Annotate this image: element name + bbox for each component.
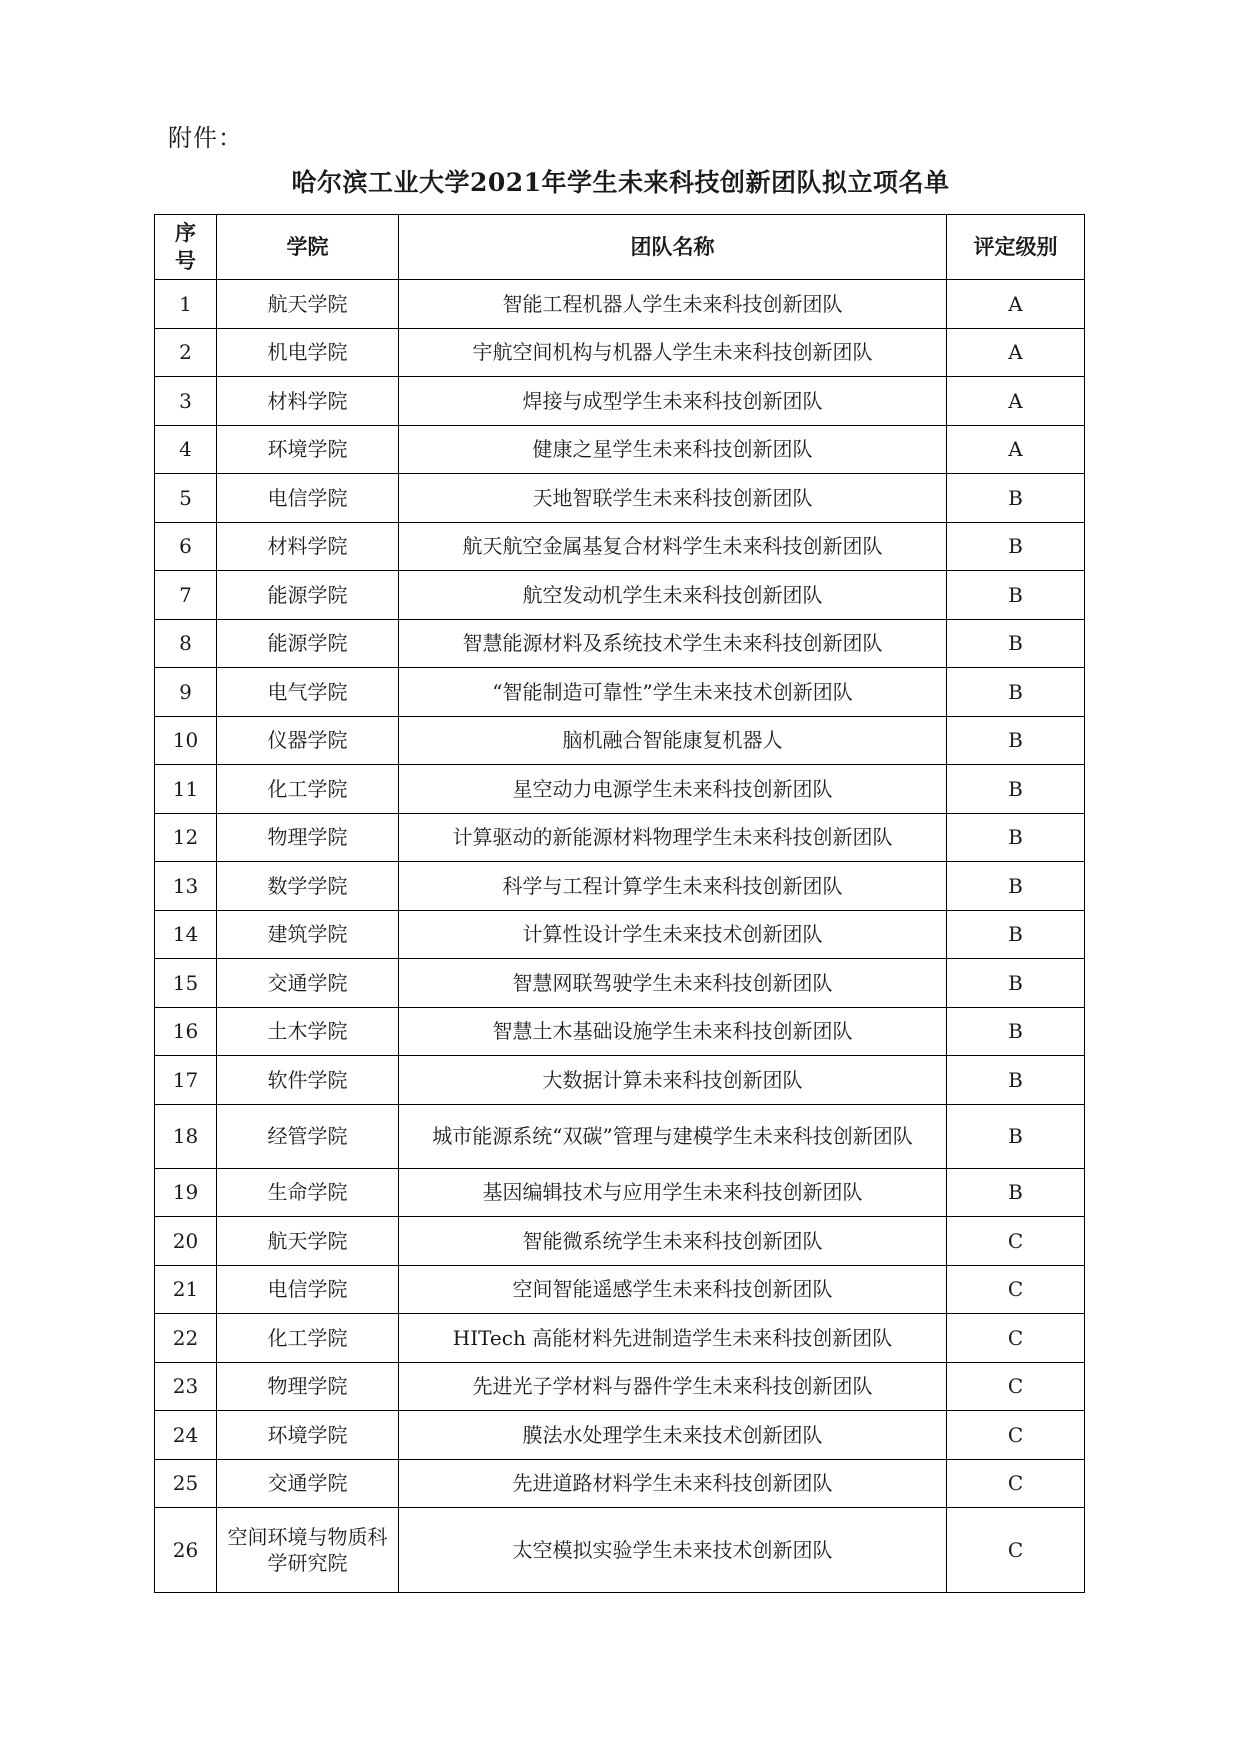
cell-team: 先进光子学材料与器件学生未来科技创新团队 <box>399 1362 947 1411</box>
cell-team: 城市能源系统“双碳”管理与建模学生未来科技创新团队 <box>399 1104 947 1168</box>
cell-college: 能源学院 <box>217 619 399 668</box>
cell-college: 电信学院 <box>217 474 399 523</box>
table-row <box>155 1508 1085 1593</box>
cell-no: 10 <box>155 716 217 765</box>
table-row <box>155 1314 1085 1363</box>
header-college: 学院 <box>217 215 399 280</box>
cell-no: 11 <box>155 765 217 814</box>
cell-grade: B <box>947 1168 1085 1217</box>
table-row <box>155 280 1085 329</box>
table-row <box>155 1007 1085 1056</box>
cell-college: 环境学院 <box>217 425 399 474</box>
cell-grade: B <box>947 522 1085 571</box>
cell-college: 航天学院 <box>217 1217 399 1266</box>
table-row <box>155 1265 1085 1314</box>
cell-team: 星空动力电源学生未来科技创新团队 <box>399 765 947 814</box>
cell-team: 先进道路材料学生未来科技创新团队 <box>399 1459 947 1508</box>
cell-no: 25 <box>155 1459 217 1508</box>
cell-grade: C <box>947 1459 1085 1508</box>
table-row <box>155 425 1085 474</box>
cell-no: 16 <box>155 1007 217 1056</box>
cell-grade: C <box>947 1411 1085 1460</box>
table-row <box>155 1411 1085 1460</box>
cell-grade: B <box>947 765 1085 814</box>
cell-college: 机电学院 <box>217 328 399 377</box>
header-grade: 评定级别 <box>947 215 1085 280</box>
cell-college: 电气学院 <box>217 668 399 717</box>
table-row <box>155 959 1085 1008</box>
cell-college: 数学学院 <box>217 862 399 911</box>
cell-grade: A <box>947 280 1085 329</box>
cell-college: 建筑学院 <box>217 910 399 959</box>
cell-grade: B <box>947 1104 1085 1168</box>
cell-team: “智能制造可靠性”学生未来技术创新团队 <box>399 668 947 717</box>
table-body <box>155 280 1085 1593</box>
cell-no: 9 <box>155 668 217 717</box>
cell-college: 软件学院 <box>217 1056 399 1105</box>
table-row <box>155 328 1085 377</box>
cell-college: 能源学院 <box>217 571 399 620</box>
cell-college: 航天学院 <box>217 280 399 329</box>
document-title: 哈尔滨工业大学2021年学生未来科技创新团队拟立项名单 <box>291 168 950 197</box>
cell-college: 仪器学院 <box>217 716 399 765</box>
cell-grade: A <box>947 377 1085 426</box>
table-row <box>155 1168 1085 1217</box>
cell-team: 航空发动机学生未来科技创新团队 <box>399 571 947 620</box>
cell-no: 2 <box>155 328 217 377</box>
table-row <box>155 1217 1085 1266</box>
cell-grade: B <box>947 474 1085 523</box>
cell-team: 智能微系统学生未来科技创新团队 <box>399 1217 947 1266</box>
cell-team: 膜法水处理学生未来技术创新团队 <box>399 1411 947 1460</box>
cell-team: 宇航空间机构与机器人学生未来科技创新团队 <box>399 328 947 377</box>
table-row <box>155 862 1085 911</box>
cell-team: 智慧网联驾驶学生未来科技创新团队 <box>399 959 947 1008</box>
table-row <box>155 910 1085 959</box>
cell-no: 14 <box>155 910 217 959</box>
cell-college: 交通学院 <box>217 959 399 1008</box>
cell-college: 环境学院 <box>217 1411 399 1460</box>
cell-team: 太空模拟实验学生未来技术创新团队 <box>399 1508 947 1593</box>
cell-college: 生命学院 <box>217 1168 399 1217</box>
cell-no: 4 <box>155 425 217 474</box>
cell-college: 材料学院 <box>217 377 399 426</box>
table-row <box>155 1362 1085 1411</box>
cell-grade: C <box>947 1217 1085 1266</box>
cell-team: 智慧能源材料及系统技术学生未来科技创新团队 <box>399 619 947 668</box>
cell-no: 8 <box>155 619 217 668</box>
cell-no: 3 <box>155 377 217 426</box>
cell-team: 航天航空金属基复合材料学生未来科技创新团队 <box>399 522 947 571</box>
cell-no: 5 <box>155 474 217 523</box>
cell-team: 计算驱动的新能源材料物理学生未来科技创新团队 <box>399 813 947 862</box>
cell-no: 26 <box>155 1508 217 1593</box>
table-row <box>155 765 1085 814</box>
cell-no: 24 <box>155 1411 217 1460</box>
cell-no: 21 <box>155 1265 217 1314</box>
cell-team: 基因编辑技术与应用学生未来科技创新团队 <box>399 1168 947 1217</box>
header-team: 团队名称 <box>399 215 947 280</box>
cell-team: 脑机融合智能康复机器人 <box>399 716 947 765</box>
cell-grade: B <box>947 910 1085 959</box>
cell-college: 化工学院 <box>217 765 399 814</box>
cell-grade: B <box>947 716 1085 765</box>
cell-college: 空间环境与物质科学研究院 <box>217 1508 399 1593</box>
cell-no: 12 <box>155 813 217 862</box>
table-row <box>155 619 1085 668</box>
cell-college: 经管学院 <box>217 1104 399 1168</box>
table-row <box>155 1459 1085 1508</box>
cell-no: 18 <box>155 1104 217 1168</box>
cell-grade: C <box>947 1314 1085 1363</box>
cell-grade: B <box>947 813 1085 862</box>
cell-team: 天地智联学生未来科技创新团队 <box>399 474 947 523</box>
cell-team: 大数据计算未来科技创新团队 <box>399 1056 947 1105</box>
cell-grade: B <box>947 1007 1085 1056</box>
cell-grade: B <box>947 619 1085 668</box>
cell-no: 19 <box>155 1168 217 1217</box>
cell-no: 15 <box>155 959 217 1008</box>
cell-grade: B <box>947 668 1085 717</box>
table-row <box>155 668 1085 717</box>
table-row <box>155 522 1085 571</box>
cell-college: 材料学院 <box>217 522 399 571</box>
table-row <box>155 813 1085 862</box>
table-row <box>155 377 1085 426</box>
cell-grade: C <box>947 1508 1085 1593</box>
cell-no: 22 <box>155 1314 217 1363</box>
cell-team: HITech 高能材料先进制造学生未来科技创新团队 <box>399 1314 947 1363</box>
cell-no: 23 <box>155 1362 217 1411</box>
cell-team: 空间智能遥感学生未来科技创新团队 <box>399 1265 947 1314</box>
cell-team: 智慧土木基础设施学生未来科技创新团队 <box>399 1007 947 1056</box>
team-list-table <box>154 214 1085 1593</box>
cell-grade: B <box>947 571 1085 620</box>
cell-no: 13 <box>155 862 217 911</box>
cell-no: 6 <box>155 522 217 571</box>
attachment-label: 附件： <box>168 124 243 152</box>
cell-team: 健康之星学生未来科技创新团队 <box>399 425 947 474</box>
cell-college: 电信学院 <box>217 1265 399 1314</box>
table-row <box>155 1104 1085 1168</box>
cell-team: 智能工程机器人学生未来科技创新团队 <box>399 280 947 329</box>
cell-grade: B <box>947 959 1085 1008</box>
cell-grade: B <box>947 1056 1085 1105</box>
cell-college: 物理学院 <box>217 813 399 862</box>
table-row <box>155 474 1085 523</box>
cell-college: 土木学院 <box>217 1007 399 1056</box>
cell-no: 20 <box>155 1217 217 1266</box>
cell-no: 17 <box>155 1056 217 1105</box>
cell-college: 交通学院 <box>217 1459 399 1508</box>
table-row <box>155 716 1085 765</box>
cell-no: 1 <box>155 280 217 329</box>
cell-grade: B <box>947 862 1085 911</box>
cell-college: 物理学院 <box>217 1362 399 1411</box>
header-no: 序号 <box>155 215 217 280</box>
cell-team: 焊接与成型学生未来科技创新团队 <box>399 377 947 426</box>
table-row <box>155 1056 1085 1105</box>
cell-grade: A <box>947 425 1085 474</box>
cell-grade: C <box>947 1265 1085 1314</box>
cell-team: 计算性设计学生未来技术创新团队 <box>399 910 947 959</box>
table-row <box>155 571 1085 620</box>
cell-grade: C <box>947 1362 1085 1411</box>
table-header-row <box>155 215 1085 280</box>
cell-grade: A <box>947 328 1085 377</box>
cell-no: 7 <box>155 571 217 620</box>
cell-team: 科学与工程计算学生未来科技创新团队 <box>399 862 947 911</box>
cell-college: 化工学院 <box>217 1314 399 1363</box>
